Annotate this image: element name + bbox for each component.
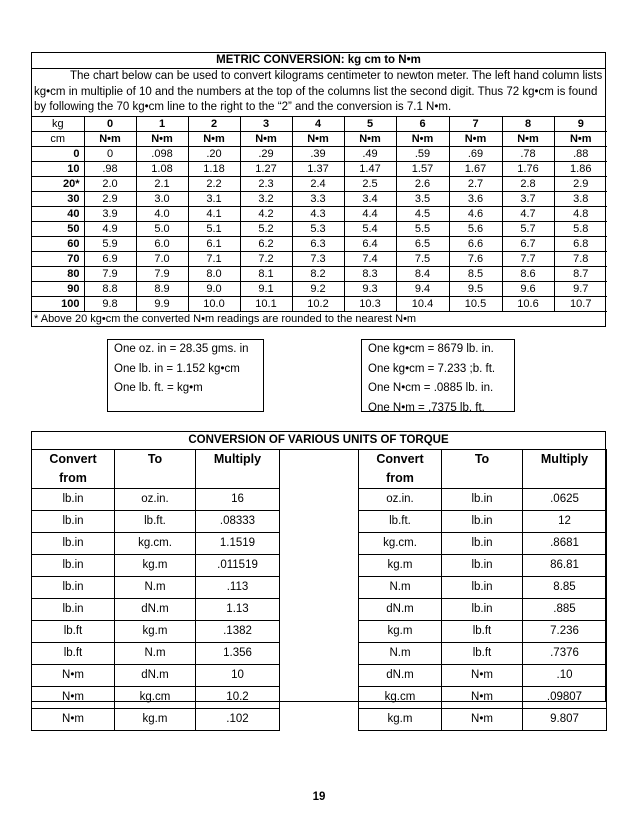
table-row bbox=[359, 599, 607, 621]
torque-table-right bbox=[358, 449, 607, 731]
multiplier-cell: .08333 bbox=[196, 511, 280, 533]
nm-value: 6.6 bbox=[449, 236, 502, 251]
convert-from-cell: N•m bbox=[32, 665, 115, 687]
convert-to-cell: oz.in. bbox=[115, 489, 196, 511]
nm-value: 8.3 bbox=[344, 266, 396, 281]
nm-value: 9.7 bbox=[554, 281, 607, 296]
convert-from-cell: lb.in bbox=[32, 599, 115, 621]
metric-equivalents-box bbox=[361, 339, 515, 412]
table-row bbox=[32, 161, 607, 176]
nm-value: 8.2 bbox=[292, 266, 344, 281]
convert-to-cell: N•m bbox=[442, 687, 523, 709]
header-blank bbox=[442, 469, 523, 489]
multiplier-cell: .0625 bbox=[523, 489, 607, 511]
nm-value: 3.0 bbox=[136, 191, 188, 206]
metric-conversion-description bbox=[32, 69, 605, 117]
multiplier-cell: .885 bbox=[523, 599, 607, 621]
description-line-3: by following the 70 kg•cm line to the right to the “2” and the conversion is 7.1 N•m. bbox=[34, 101, 452, 113]
nm-value: 3.2 bbox=[240, 191, 292, 206]
multiplier-cell: .102 bbox=[196, 709, 280, 731]
digit-header: 2 bbox=[188, 117, 240, 132]
nm-value: 4.8 bbox=[554, 206, 607, 221]
convert-from-cell: N•m bbox=[32, 687, 115, 709]
nm-value: 2.9 bbox=[84, 191, 136, 206]
table-row bbox=[32, 206, 607, 221]
nm-value: 2.2 bbox=[188, 176, 240, 191]
digit-header: 9 bbox=[554, 117, 607, 132]
table-row bbox=[32, 555, 280, 577]
imperial-equivalents-box bbox=[107, 339, 264, 412]
table-row bbox=[359, 643, 607, 665]
nm-value: 8.0 bbox=[188, 266, 240, 281]
convert-from-cell: lb.in bbox=[32, 555, 115, 577]
table-row bbox=[32, 296, 607, 311]
convert-from-cell: dN.m bbox=[359, 665, 442, 687]
equivalent-line: One N•m = .7375 lb. ft. bbox=[368, 401, 485, 414]
convert-to-cell: kg.m bbox=[115, 621, 196, 643]
convert-from-cell: lb.in bbox=[32, 533, 115, 555]
nm-value: 2.4 bbox=[292, 176, 344, 191]
convert-from-cell: dN.m bbox=[359, 599, 442, 621]
table-row bbox=[32, 687, 280, 709]
nm-value: 8.5 bbox=[449, 266, 502, 281]
nm-value: 6.7 bbox=[502, 236, 554, 251]
nm-value: 9.9 bbox=[136, 296, 188, 311]
table-row bbox=[32, 489, 280, 511]
digit-header: 5 bbox=[344, 117, 396, 132]
nm-value: 9.0 bbox=[188, 281, 240, 296]
nm-value: 7.2 bbox=[240, 251, 292, 266]
nm-value: 5.8 bbox=[554, 221, 607, 236]
convert-to-cell: dN.m bbox=[115, 599, 196, 621]
table-row bbox=[32, 146, 607, 161]
multiplier-cell: 7.236 bbox=[523, 621, 607, 643]
nm-value: 7.5 bbox=[396, 251, 449, 266]
nm-value: 9.5 bbox=[449, 281, 502, 296]
torque-conversion-section bbox=[31, 431, 606, 725]
nm-value: 2.1 bbox=[136, 176, 188, 191]
table-row bbox=[32, 266, 607, 281]
nm-value: 7.6 bbox=[449, 251, 502, 266]
convert-to-cell: lb.in bbox=[442, 511, 523, 533]
multiplier-cell: 16 bbox=[196, 489, 280, 511]
convert-to-cell: lb.in bbox=[442, 599, 523, 621]
kgcm-value: 0 bbox=[32, 146, 84, 161]
kg-header: kg bbox=[32, 117, 84, 132]
nm-value: 7.9 bbox=[84, 266, 136, 281]
nm-value: 5.2 bbox=[240, 221, 292, 236]
nm-value: .20 bbox=[188, 146, 240, 161]
nm-value: 4.3 bbox=[292, 206, 344, 221]
nm-value: .49 bbox=[344, 146, 396, 161]
nm-value: 9.6 bbox=[502, 281, 554, 296]
nm-value: 6.2 bbox=[240, 236, 292, 251]
kgcm-value: 60 bbox=[32, 236, 84, 251]
nm-value: 4.7 bbox=[502, 206, 554, 221]
multiplier-cell: .7376 bbox=[523, 643, 607, 665]
nm-value: 10.3 bbox=[344, 296, 396, 311]
header-blank bbox=[115, 469, 196, 489]
nm-value: 3.1 bbox=[188, 191, 240, 206]
torque-table-left bbox=[31, 449, 280, 731]
table-row bbox=[359, 489, 607, 511]
table-row bbox=[32, 236, 607, 251]
nm-value: .39 bbox=[292, 146, 344, 161]
nm-value: 4.2 bbox=[240, 206, 292, 221]
nm-value: .098 bbox=[136, 146, 188, 161]
unit-header: N•m bbox=[136, 131, 188, 146]
multiplier-cell: 10 bbox=[196, 665, 280, 687]
nm-value: .78 bbox=[502, 146, 554, 161]
convert-to-cell: lb.ft bbox=[442, 621, 523, 643]
nm-value: .59 bbox=[396, 146, 449, 161]
kgcm-value: 50 bbox=[32, 221, 84, 236]
digit-header: 4 bbox=[292, 117, 344, 132]
table-row bbox=[32, 621, 280, 643]
nm-value: 5.1 bbox=[188, 221, 240, 236]
metric-conversion-section bbox=[31, 52, 606, 327]
equivalent-line: One lb. ft. = kg•m bbox=[114, 382, 203, 394]
table-row bbox=[359, 665, 607, 687]
unit-header: N•m bbox=[292, 131, 344, 146]
convert-to-cell: lb.ft bbox=[442, 643, 523, 665]
nm-value: 5.5 bbox=[396, 221, 449, 236]
digit-header: 7 bbox=[449, 117, 502, 132]
unit-header: N•m bbox=[84, 131, 136, 146]
equivalent-line: One oz. in = 28.35 gms. in bbox=[114, 343, 249, 355]
nm-value: 10.7 bbox=[554, 296, 607, 311]
unit-header: N•m bbox=[240, 131, 292, 146]
nm-value: 7.1 bbox=[188, 251, 240, 266]
nm-value: 10.2 bbox=[292, 296, 344, 311]
nm-value: 3.4 bbox=[344, 191, 396, 206]
nm-value: 4.9 bbox=[84, 221, 136, 236]
nm-value: 0 bbox=[84, 146, 136, 161]
multiplier-cell: 10.2 bbox=[196, 687, 280, 709]
nm-value: 4.1 bbox=[188, 206, 240, 221]
convert-to-cell: kg.cm bbox=[115, 687, 196, 709]
nm-value: 6.0 bbox=[136, 236, 188, 251]
header-multiply: Multiply bbox=[523, 450, 607, 470]
equivalent-line: One kg•cm = 7.233 ;b. ft. bbox=[368, 362, 496, 375]
table-row bbox=[32, 709, 280, 731]
kgcm-value: 10 bbox=[32, 161, 84, 176]
digit-header-row bbox=[32, 117, 607, 132]
table-row bbox=[32, 251, 607, 266]
nm-value: 3.3 bbox=[292, 191, 344, 206]
nm-value: 2.9 bbox=[554, 176, 607, 191]
convert-from-cell: kg.cm bbox=[359, 687, 442, 709]
table-row bbox=[359, 621, 607, 643]
table-row bbox=[359, 533, 607, 555]
kgcm-value: 40 bbox=[32, 206, 84, 221]
table-row bbox=[32, 176, 607, 191]
page-number: 19 bbox=[312, 791, 326, 803]
nm-value: 2.7 bbox=[449, 176, 502, 191]
convert-to-cell: kg.cm. bbox=[115, 533, 196, 555]
table-row bbox=[359, 687, 607, 709]
nm-value: 7.8 bbox=[554, 251, 607, 266]
nm-value: 6.4 bbox=[344, 236, 396, 251]
metric-conversion-title: METRIC CONVERSION: kg cm to N•m bbox=[32, 53, 605, 69]
nm-value: 2.0 bbox=[84, 176, 136, 191]
nm-value: 8.6 bbox=[502, 266, 554, 281]
unit-header: N•m bbox=[554, 131, 607, 146]
kgcm-value: 20* bbox=[32, 176, 84, 191]
nm-value: 8.1 bbox=[240, 266, 292, 281]
convert-to-cell: lb.ft. bbox=[115, 511, 196, 533]
torque-conversion-title: CONVERSION OF VARIOUS UNITS OF TORQUE bbox=[31, 431, 606, 450]
nm-value: 6.5 bbox=[396, 236, 449, 251]
nm-value: 10.1 bbox=[240, 296, 292, 311]
nm-value: 8.9 bbox=[136, 281, 188, 296]
convert-to-cell: lb.in bbox=[442, 577, 523, 599]
table-row bbox=[32, 221, 607, 236]
convert-to-cell: N.m bbox=[115, 643, 196, 665]
nm-value: 1.76 bbox=[502, 161, 554, 176]
convert-to-cell: lb.in bbox=[442, 489, 523, 511]
nm-value: 2.8 bbox=[502, 176, 554, 191]
digit-header: 8 bbox=[502, 117, 554, 132]
nm-value: 8.4 bbox=[396, 266, 449, 281]
nm-value: 6.8 bbox=[554, 236, 607, 251]
nm-value: 6.1 bbox=[188, 236, 240, 251]
nm-value: 5.4 bbox=[344, 221, 396, 236]
nm-value: 10.4 bbox=[396, 296, 449, 311]
multiplier-cell: .09807 bbox=[523, 687, 607, 709]
convert-from-cell: lb.ft bbox=[32, 621, 115, 643]
digit-header: 3 bbox=[240, 117, 292, 132]
nm-value: 3.7 bbox=[502, 191, 554, 206]
multiplier-cell: 9.807 bbox=[523, 709, 607, 731]
digit-header: 0 bbox=[84, 117, 136, 132]
kgcm-value: 80 bbox=[32, 266, 84, 281]
kgcm-value: 100 bbox=[32, 296, 84, 311]
table-row bbox=[32, 533, 280, 555]
unit-header: N•m bbox=[188, 131, 240, 146]
convert-to-cell: kg.m bbox=[115, 555, 196, 577]
table-row bbox=[32, 665, 280, 687]
unit-header: N•m bbox=[344, 131, 396, 146]
multiplier-cell: 1.356 bbox=[196, 643, 280, 665]
equivalent-line: One kg•cm = 8679 lb. in. bbox=[368, 343, 494, 355]
header-to: To bbox=[115, 450, 196, 470]
nm-value: 1.37 bbox=[292, 161, 344, 176]
table-row bbox=[32, 643, 280, 665]
nm-value: 7.7 bbox=[502, 251, 554, 266]
digit-header: 6 bbox=[396, 117, 449, 132]
nm-value: 1.86 bbox=[554, 161, 607, 176]
nm-value: 9.8 bbox=[84, 296, 136, 311]
nm-value: 7.0 bbox=[136, 251, 188, 266]
nm-value: 3.5 bbox=[396, 191, 449, 206]
convert-from-cell: kg.m bbox=[359, 555, 442, 577]
nm-value: 3.9 bbox=[84, 206, 136, 221]
table-row bbox=[32, 511, 280, 533]
nm-value: 3.8 bbox=[554, 191, 607, 206]
nm-value: 4.4 bbox=[344, 206, 396, 221]
nm-value: 6.3 bbox=[292, 236, 344, 251]
convert-from-cell: kg.m bbox=[359, 621, 442, 643]
convert-to-cell: kg.m bbox=[115, 709, 196, 731]
nm-value: 1.47 bbox=[344, 161, 396, 176]
nm-value: 9.1 bbox=[240, 281, 292, 296]
multiplier-cell: 1.1519 bbox=[196, 533, 280, 555]
header-from: from bbox=[359, 469, 442, 489]
convert-to-cell: dN.m bbox=[115, 665, 196, 687]
table-row bbox=[32, 281, 607, 296]
nm-value: 1.08 bbox=[136, 161, 188, 176]
convert-to-cell: lb.in bbox=[442, 555, 523, 577]
kgcm-value: 70 bbox=[32, 251, 84, 266]
table-row bbox=[359, 709, 607, 731]
table-row bbox=[32, 577, 280, 599]
nm-value: 5.6 bbox=[449, 221, 502, 236]
kgcm-value: 30 bbox=[32, 191, 84, 206]
convert-to-cell: N.m bbox=[115, 577, 196, 599]
nm-value: .69 bbox=[449, 146, 502, 161]
unit-header: N•m bbox=[502, 131, 554, 146]
multiplier-cell: .1382 bbox=[196, 621, 280, 643]
multiplier-cell: .113 bbox=[196, 577, 280, 599]
multiplier-cell: 86.81 bbox=[523, 555, 607, 577]
nm-value: 1.18 bbox=[188, 161, 240, 176]
nm-value: 5.3 bbox=[292, 221, 344, 236]
header-to: To bbox=[442, 450, 523, 470]
multiplier-cell: .8681 bbox=[523, 533, 607, 555]
nm-value: 2.6 bbox=[396, 176, 449, 191]
convert-to-cell: N•m bbox=[442, 665, 523, 687]
nm-value: 4.5 bbox=[396, 206, 449, 221]
nm-value: .29 bbox=[240, 146, 292, 161]
nm-value: 4.6 bbox=[449, 206, 502, 221]
equivalent-line: One lb. in = 1.152 kg•cm bbox=[114, 362, 240, 375]
convert-from-cell: lb.ft. bbox=[359, 511, 442, 533]
multiplier-cell: .011519 bbox=[196, 555, 280, 577]
convert-from-cell: N.m bbox=[359, 643, 442, 665]
header-blank bbox=[196, 469, 280, 489]
header-convert: Convert bbox=[32, 450, 115, 470]
nm-value: 8.8 bbox=[84, 281, 136, 296]
convert-to-cell: lb.in bbox=[442, 533, 523, 555]
convert-from-cell: kg.m bbox=[359, 709, 442, 731]
convert-from-cell: lb.ft bbox=[32, 643, 115, 665]
multiplier-cell: 1.13 bbox=[196, 599, 280, 621]
header-from: from bbox=[32, 469, 115, 489]
unit-header-row bbox=[32, 131, 607, 146]
nm-value: .88 bbox=[554, 146, 607, 161]
kgcm-value: 90 bbox=[32, 281, 84, 296]
convert-from-cell: oz.in. bbox=[359, 489, 442, 511]
equivalent-line: One N•cm = .0885 lb. in. bbox=[368, 382, 494, 394]
nm-value: 1.27 bbox=[240, 161, 292, 176]
convert-from-cell: N.m bbox=[359, 577, 442, 599]
convert-to-cell: N•m bbox=[442, 709, 523, 731]
convert-from-cell: N•m bbox=[32, 709, 115, 731]
table-row bbox=[32, 599, 280, 621]
nm-value: 4.0 bbox=[136, 206, 188, 221]
nm-value: 8.7 bbox=[554, 266, 607, 281]
convert-from-cell: kg.cm. bbox=[359, 533, 442, 555]
unit-header: N•m bbox=[396, 131, 449, 146]
convert-from-cell: lb.in bbox=[32, 489, 115, 511]
nm-value: 6.9 bbox=[84, 251, 136, 266]
description-line-1: The chart below can be used to convert kilograms centimeter to newton meter. The left hand column lists bbox=[70, 70, 603, 82]
nm-value: 2.3 bbox=[240, 176, 292, 191]
nm-value: 5.7 bbox=[502, 221, 554, 236]
convert-from-cell: lb.in bbox=[32, 511, 115, 533]
nm-value: 9.3 bbox=[344, 281, 396, 296]
table-row bbox=[32, 191, 607, 206]
table-row bbox=[359, 577, 607, 599]
nm-value: 10.0 bbox=[188, 296, 240, 311]
multiplier-cell: .10 bbox=[523, 665, 607, 687]
nm-value: 7.3 bbox=[292, 251, 344, 266]
nm-value: 2.5 bbox=[344, 176, 396, 191]
header-multiply: Multiply bbox=[196, 450, 280, 470]
nm-value: 3.6 bbox=[449, 191, 502, 206]
multiplier-cell: 12 bbox=[523, 511, 607, 533]
nm-value: 7.9 bbox=[136, 266, 188, 281]
nm-value: 5.9 bbox=[84, 236, 136, 251]
header-blank bbox=[523, 469, 607, 489]
cm-header: cm bbox=[32, 131, 84, 146]
description-line-2: kg•cm in multiplie of 10 and the numbers at the top of the columns list the second digit. Thus 72 kg•cm is found bbox=[34, 85, 598, 98]
nm-value: 9.2 bbox=[292, 281, 344, 296]
metric-footnote: * Above 20 kg•cm the converted N•m readings are rounded to the nearest N•m bbox=[34, 312, 417, 325]
nm-value: 10.5 bbox=[449, 296, 502, 311]
nm-value: 1.67 bbox=[449, 161, 502, 176]
header-convert: Convert bbox=[359, 450, 442, 470]
multiplier-cell: 8.85 bbox=[523, 577, 607, 599]
nm-value: 10.6 bbox=[502, 296, 554, 311]
nm-value: 7.4 bbox=[344, 251, 396, 266]
table-row bbox=[359, 555, 607, 577]
kgcm-to-nm-table bbox=[32, 117, 607, 312]
table-row bbox=[359, 511, 607, 533]
nm-value: 9.4 bbox=[396, 281, 449, 296]
unit-header: N•m bbox=[449, 131, 502, 146]
convert-from-cell: lb.in bbox=[32, 577, 115, 599]
digit-header: 1 bbox=[136, 117, 188, 132]
nm-value: .98 bbox=[84, 161, 136, 176]
nm-value: 1.57 bbox=[396, 161, 449, 176]
nm-value: 5.0 bbox=[136, 221, 188, 236]
